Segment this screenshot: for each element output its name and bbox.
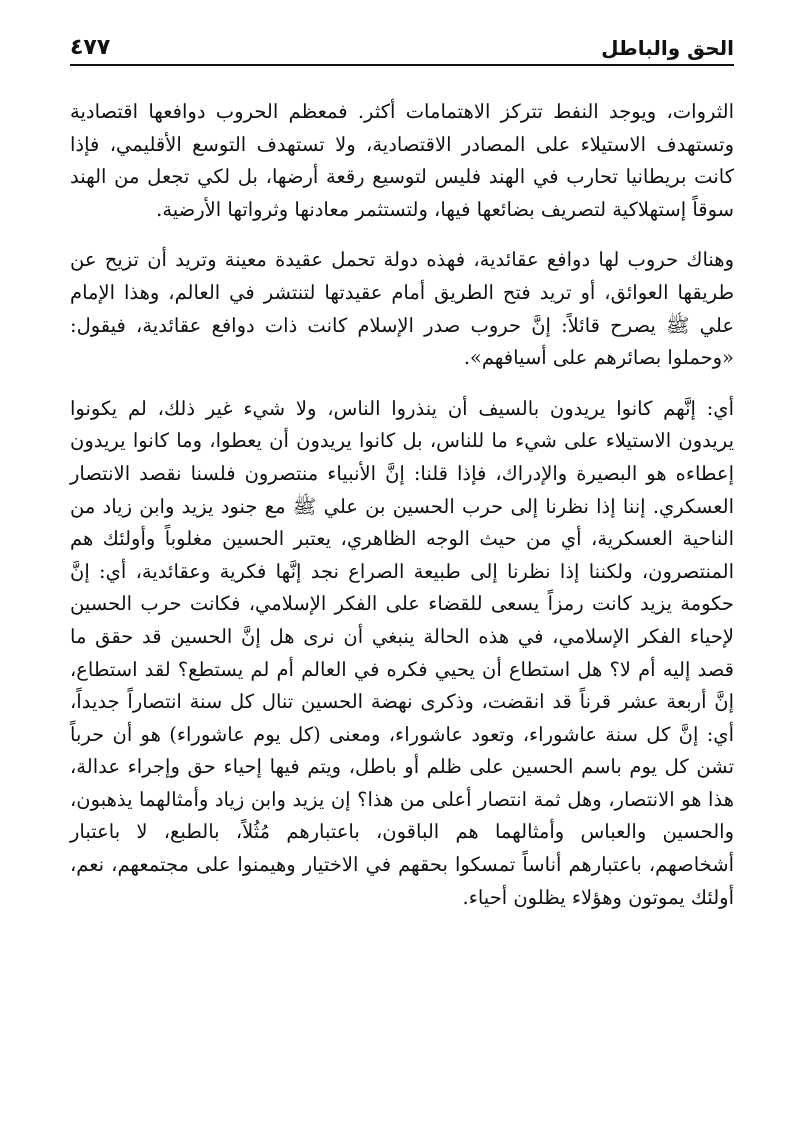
running-title: الحق والباطل <box>601 36 734 60</box>
book-page <box>70 28 734 1128</box>
body-text <box>70 96 734 914</box>
page-number: ٤٧٧ <box>70 35 111 60</box>
paragraph: الثروات، ويوجد النفط تتركز الاهتمامات أكثر. فمعظم الحروب دوافعها اقتصادية وتستهدف الاستيلاء على المصادر الاقتصادية، ولا تستهدف التوسع الأقليمي، فإذا كانت بريطانيا تحارب في الهند فليس لتوسيع رقعة أرضها، بل لكي تجعل من الهند سوقاً إستهلاكية لتصريف بضائعها فيها، ولتستثمر معادنها وثرواتها الأرضية. <box>70 100 734 221</box>
paragraph: أي: إنَّهم كانوا يريدون بالسيف أن ينذروا الناس، ولا شيء غير ذلك، لم يكونوا يريدون الاستيلاء على شيء ما للناس، بل كانوا يريدون أن يعطوا، وما كانوا يريدون إعطاءه هو البصيرة والإدراك، فإذا قلنا: إنَّ الأنبياء منتصرون فلسنا نقصد الانتصار العسكري. إننا إذا نظرنا إلى حرب الحسين بن علي ﷺ مع جنود يزيد وابن زياد من الناحية العسكرية، أي من حيث الوجه الظاهري، يعتبر الحسين مغلوباً وأولئك هم المنتصرون، ولكننا إذا نظرنا إلى طبيعة الصراع نجد إنَّها فكرية وعقائدية، أي: إنَّ حكومة يزيد كانت رمزاً يسعى للقضاء على الفكر الإسلامي، فكانت حرب الحسين لإحياء الفكر الإسلامي، في هذه الحالة ينبغي أن نرى هل إنَّ الحسين قد حقق ما قصد إليه أم لا؟ هل استطاع أن يحيي فكره في العالم أم لم يستطع؟ لقد استطاع، إنَّ أربعة عشر قرناً قد انقضت، وذكرى نهضة الحسين تنال كل سنة انتصاراً جديداً، أي: إنَّ كل سنة عاشوراء، وتعود عاشوراء، ومعنى (كل يوم عاشوراء) هو أن حرباً تشن كل يوم باسم الحسين على ظلم أو باطل، ويتم فيها إحياء حق وإجراء عدالة، هذا هو الانتصار، وهل ثمة انتصار أعلى من هذا؟ إن يزيد وابن زياد وأمثالهما يذهبون، والحسين والعباس وأمثالهما هم الباقون، باعتبارهم مُثُلاً، بالطبع، لا باعتبار أشخاصهم، باعتبارهم أناساً تمسكوا بحقهم في الاختيار وهيمنوا على مجتمعهم، نعم، أولئك يموتون وهؤلاء يظلون أحياء. <box>70 396 734 909</box>
paragraph: وهناك حروب لها دوافع عقائدية، فهذه دولة تحمل عقيدة معينة وتريد أن تزيح عن طريقها العوائق، أو تريد فتح الطريق أمام عقيدتها لتنتشر في العالم، وهذا الإمام علي ﷺ يصرح قائلاً: إنَّ حروب صدر الإسلام كانت ذات دوافع عقائدية، فيقول: «وحملوا بصائرهم على أسيافهم». <box>70 248 734 370</box>
page-header <box>70 28 734 66</box>
